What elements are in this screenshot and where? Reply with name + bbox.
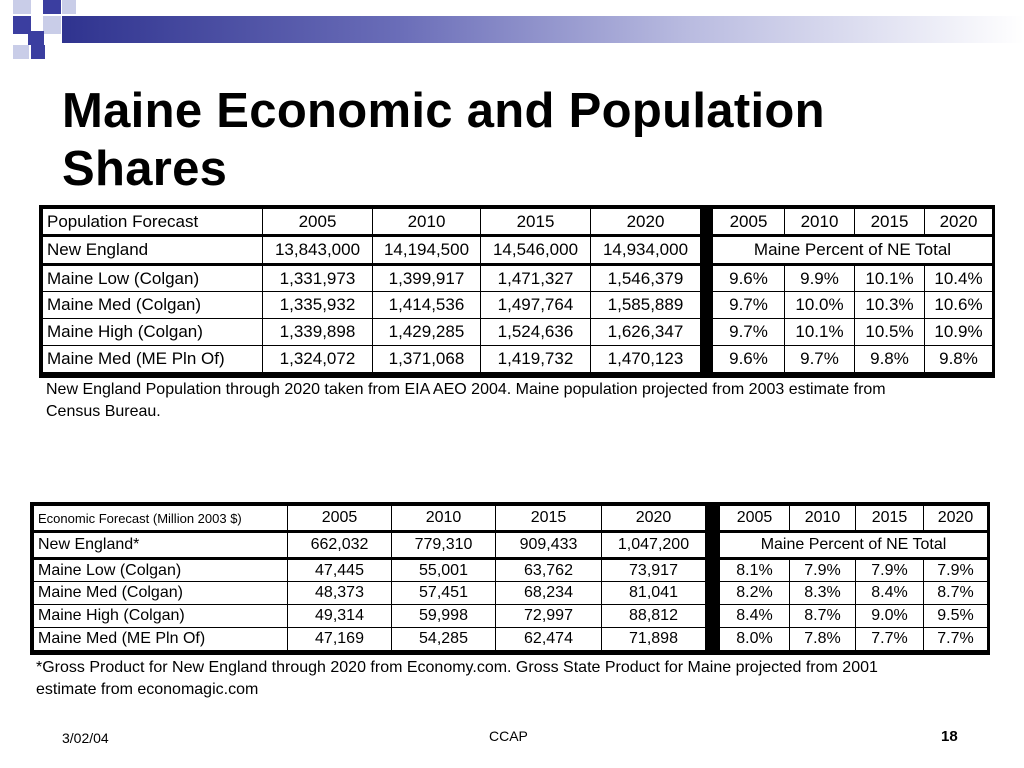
share-cell: 7.8%: [790, 628, 856, 651]
share-cell: 9.8%: [855, 346, 925, 373]
share-cell: 10.6%: [925, 292, 993, 319]
table-cell: 68,234: [496, 582, 602, 605]
share-cell: 10.1%: [785, 319, 855, 346]
table-cell: 13,843,000: [263, 236, 373, 265]
table-cell: 71,898: [602, 628, 706, 651]
table-header-cell: 2005: [713, 209, 785, 236]
table-cell: 88,812: [602, 605, 706, 628]
economic-source-note: *Gross Product for New England through 2020 from Economy.com. Gross State Product for Maine projected from 2001 estimate from economagic.com: [36, 659, 878, 698]
column-divider: [701, 319, 713, 346]
share-cell: 10.3%: [855, 292, 925, 319]
share-cell: 10.5%: [855, 319, 925, 346]
row-label: Maine Low (Colgan): [43, 265, 263, 292]
share-cell: 7.7%: [856, 628, 924, 651]
column-divider: [706, 532, 720, 559]
deco-square: [13, 45, 29, 59]
table-header-cell: Economic Forecast (Million 2003 $): [34, 506, 288, 532]
table-cell: 63,762: [496, 559, 602, 582]
share-caption: Maine Percent of NE Total: [713, 236, 993, 265]
table-header-cell: 2015: [481, 209, 591, 236]
slide-title: Maine Economic and Population Shares: [62, 84, 825, 196]
share-cell: 9.7%: [713, 292, 785, 319]
table-cell: 14,194,500: [373, 236, 481, 265]
column-divider: [701, 236, 713, 265]
table-cell: 1,399,917: [373, 265, 481, 292]
table-header-cell: 2005: [288, 506, 392, 532]
population-source-note: New England Population through 2020 taken from EIA AEO 2004. Maine population projected from 2003 estimate from Census Bureau.: [46, 381, 886, 420]
table-header-cell: 2010: [392, 506, 496, 532]
deco-square: [31, 45, 45, 59]
share-cell: 9.7%: [785, 346, 855, 373]
table-header-cell: 2020: [591, 209, 701, 236]
table-header-cell: Population Forecast: [43, 209, 263, 236]
column-divider: [706, 559, 720, 582]
column-divider: [701, 292, 713, 319]
table-cell: 47,445: [288, 559, 392, 582]
table-cell: 62,474: [496, 628, 602, 651]
share-cell: 7.9%: [790, 559, 856, 582]
table-cell: 14,934,000: [591, 236, 701, 265]
table-cell: 662,032: [288, 532, 392, 559]
table-header-cell: 2020: [602, 506, 706, 532]
table-header-cell: 2010: [785, 209, 855, 236]
table-header-cell: 2020: [925, 209, 993, 236]
table-header-cell: 2005: [720, 506, 790, 532]
row-label: New England: [43, 236, 263, 265]
share-cell: 8.7%: [924, 582, 988, 605]
table-cell: 1,429,285: [373, 319, 481, 346]
table-cell: 55,001: [392, 559, 496, 582]
table-cell: 1,331,973: [263, 265, 373, 292]
column-divider: [701, 209, 713, 236]
table-cell: 1,585,889: [591, 292, 701, 319]
header-gradient-band: [62, 16, 1024, 43]
table-cell: 1,470,123: [591, 346, 701, 373]
share-cell: 7.9%: [856, 559, 924, 582]
column-divider: [701, 265, 713, 292]
share-cell: 9.7%: [713, 319, 785, 346]
row-label: Maine High (Colgan): [43, 319, 263, 346]
table-header-cell: 2015: [856, 506, 924, 532]
share-cell: 10.1%: [855, 265, 925, 292]
share-cell: 9.9%: [785, 265, 855, 292]
table-cell: 1,047,200: [602, 532, 706, 559]
deco-square: [28, 31, 44, 45]
share-cell: 8.1%: [720, 559, 790, 582]
table-cell: 47,169: [288, 628, 392, 651]
share-cell: 8.4%: [720, 605, 790, 628]
deco-square: [13, 0, 31, 14]
table-cell: 73,917: [602, 559, 706, 582]
column-divider: [706, 605, 720, 628]
row-label: Maine Med (Colgan): [43, 292, 263, 319]
deco-square: [43, 16, 61, 34]
table-header-cell: 2015: [855, 209, 925, 236]
column-divider: [706, 506, 720, 532]
footer-center-text: CCAP: [489, 728, 528, 744]
table-cell: 14,546,000: [481, 236, 591, 265]
share-cell: 8.4%: [856, 582, 924, 605]
column-divider: [701, 346, 713, 373]
share-cell: 10.4%: [925, 265, 993, 292]
share-cell: 7.9%: [924, 559, 988, 582]
share-cell: 9.5%: [924, 605, 988, 628]
column-divider: [706, 628, 720, 651]
row-label: Maine Med (Colgan): [34, 582, 288, 605]
table-header-cell: 2015: [496, 506, 602, 532]
table-cell: 1,414,536: [373, 292, 481, 319]
table-cell: 72,997: [496, 605, 602, 628]
table-header-cell: 2010: [373, 209, 481, 236]
deco-square: [62, 0, 76, 14]
share-caption: Maine Percent of NE Total: [720, 532, 988, 559]
table-cell: 1,524,636: [481, 319, 591, 346]
row-label: Maine Low (Colgan): [34, 559, 288, 582]
table-cell: 1,471,327: [481, 265, 591, 292]
table-cell: 1,324,072: [263, 346, 373, 373]
table-cell: 49,314: [288, 605, 392, 628]
row-label: Maine Med (ME Pln Of): [34, 628, 288, 651]
row-label: Maine Med (ME Pln Of): [43, 346, 263, 373]
table-cell: 1,371,068: [373, 346, 481, 373]
page-number: 18: [941, 728, 958, 745]
row-label: Maine High (Colgan): [34, 605, 288, 628]
footer-date: 3/02/04: [62, 730, 109, 746]
share-cell: 8.2%: [720, 582, 790, 605]
table-header-cell: 2005: [263, 209, 373, 236]
table-cell: 59,998: [392, 605, 496, 628]
table-cell: 48,373: [288, 582, 392, 605]
share-cell: 8.7%: [790, 605, 856, 628]
share-cell: 10.0%: [785, 292, 855, 319]
share-cell: 9.8%: [925, 346, 993, 373]
table-cell: 54,285: [392, 628, 496, 651]
table-cell: 909,433: [496, 532, 602, 559]
economic-table: [33, 505, 988, 651]
share-cell: 9.6%: [713, 346, 785, 373]
table-header-cell: 2020: [924, 506, 988, 532]
table-cell: 57,451: [392, 582, 496, 605]
table-cell: 1,339,898: [263, 319, 373, 346]
share-cell: 9.6%: [713, 265, 785, 292]
table-cell: 779,310: [392, 532, 496, 559]
table-cell: 1,546,379: [591, 265, 701, 292]
share-cell: 10.9%: [925, 319, 993, 346]
row-label: New England*: [34, 532, 288, 559]
table-cell: 1,497,764: [481, 292, 591, 319]
share-cell: 7.7%: [924, 628, 988, 651]
table-header-cell: 2010: [790, 506, 856, 532]
deco-square: [43, 0, 61, 14]
table-cell: 1,419,732: [481, 346, 591, 373]
table-cell: 81,041: [602, 582, 706, 605]
column-divider: [706, 582, 720, 605]
share-cell: 8.0%: [720, 628, 790, 651]
share-cell: 9.0%: [856, 605, 924, 628]
table-cell: 1,626,347: [591, 319, 701, 346]
share-cell: 8.3%: [790, 582, 856, 605]
table-cell: 1,335,932: [263, 292, 373, 319]
population-table: [42, 208, 993, 373]
